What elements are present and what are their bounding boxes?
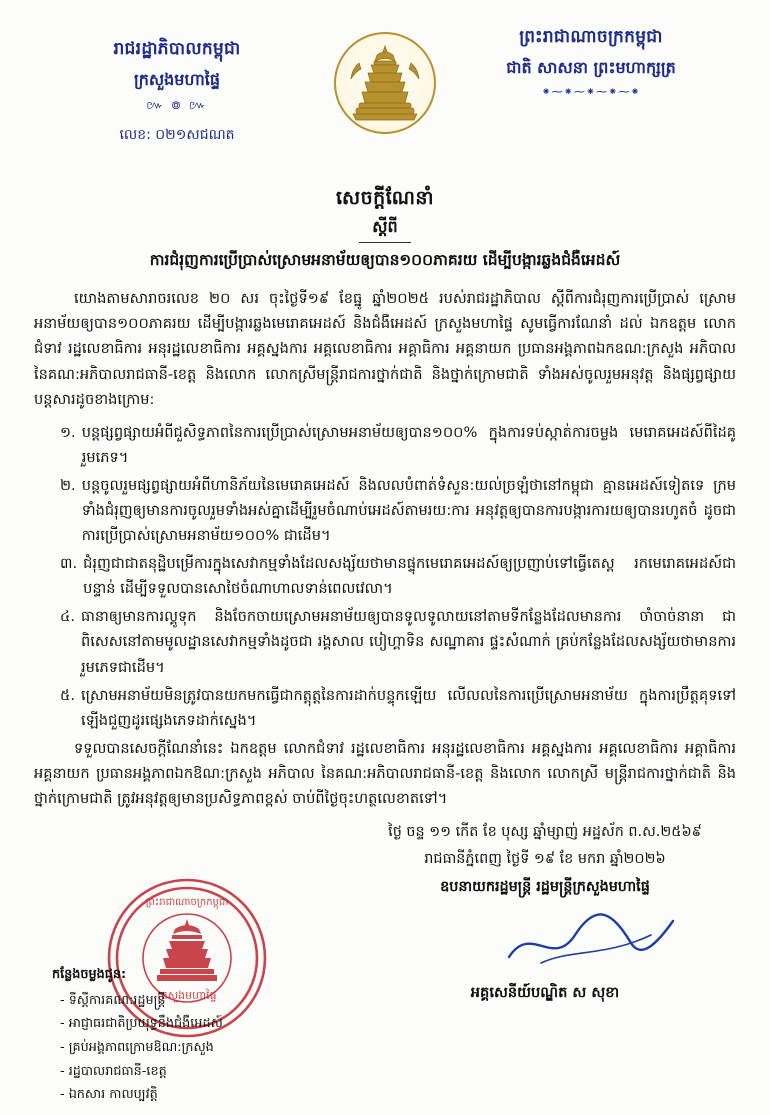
list-item — [34, 473, 736, 548]
decoration-left: ៚ ៙ ៚ — [146, 98, 208, 112]
list-item-text: ធានាឲ្យមានការល្គូទុក និងចែកចាយស្រោមអនាម័យឲ្យបានទូលទូលាយនៅតាមទីកន្លែងដែលមានការ ចាំចាច់នានា ជាពិសេសនៅតាមមូលដ្ឋានសេវាកម្មទាំងដូចជា រង្គសាល បៀហ្គាទិន សណ្ឋាគារ ផ្ទះសំណាក់ គ្រប់កន្លែងដែលសង្ស័យថាមានការរួមភេទជាដើម។ — [80, 608, 736, 676]
title-subheading: ស្ដីពី — [372, 217, 398, 236]
signatory-name: អគ្គសេនីយ៍បណ្ឌិត ស សុខា — [470, 984, 620, 1002]
list-item-number: ៤. — [60, 608, 75, 626]
list-item-number: ២. — [60, 476, 76, 494]
ministry-block — [52, 38, 302, 146]
ministry-name: ក្រសួងមហាផ្ទៃ — [133, 70, 220, 89]
document-header — [34, 18, 736, 170]
list-item: - ឯកសារ កាលប្បវត្តិ — [60, 1083, 352, 1107]
list-item — [34, 551, 736, 601]
signatory-role: ឧបនាយករដ្ឋមន្ត្រី រដ្ឋមន្ត្រីក្រសួងមហាផ្ទៃ — [440, 878, 650, 895]
list-item-number: ៣. — [60, 555, 78, 573]
list-item-text: បន្តចូលរួមផ្សព្វផ្សាយអំពីហានិភ័យនៃមេរោគអេដស៍ និងលលបំពាត់ទំសួន:យល់ច្រឡំថានៅកម្ពុជា គ្មានអេដស៍ទៀតទេ ក្រមទាំងជំរុញឲ្យមានការចូលរួមទាំងអស់គ្នាដើម្បីរួមចំណាប់អេដស៍តាមរយ:ការ អនុវត្តឲ្យបានការបង្ការការយឲ្យបានរហូតចំ ដូចជាការប្រើប្រាស់ស្រោមអនាម័យ១០០% ជាដើម។ — [81, 476, 736, 545]
instruction-list — [34, 420, 736, 733]
gregorian-date: រាជធានីភ្នំពេញ ថ្ងៃទី ១៩ ខែ មករា ឆ្នាំ២០២៦ — [424, 851, 666, 868]
kingdom-name: ព្រះរាជាណាចក្រកម្ពុជា — [519, 27, 663, 47]
closing-paragraph: ទទួលបានសេចក្ដីណែនាំនេះ ឯកឧត្ដម លោកជំទាវ រដ្ឋលេខាធិការ អនុរដ្ឋលេខាធិការ អគ្គស្នងការ អគ្គលេខាធិការ អគ្គាធិការ អគ្គនាយក ប្រធានអង្គភាពឯកឱណ:ក្រសួង អភិបាល នៃគណ:អភិបាលរាជធានី-ខេត្ត និងលោក លោកស្រី មន្ត្រីរាជការថ្នាក់ជាតិ និងថ្នាក់ក្រោមជាតិ ត្រូវអនុវត្តឲ្យមានប្រសិទ្ធភាពខ្ពស់ ចាប់ពីថ្ងៃចុះហត្ថលេខាតទៅ។ — [34, 739, 736, 808]
list-item: - ទីស្ដីការគណ:រដ្ឋមន្ត្រី — [60, 989, 352, 1013]
signature-block — [380, 819, 710, 1007]
document-subject: ការជំរុញការប្រើប្រាស់ស្រោមអនាម័យឲ្យបាន១០០ភាគរយ ដើម្បីបង្ការឆ្លងជំងឺអេដស៍ — [149, 251, 621, 269]
intro-paragraph: យោងតាមសារាចរលេខ ២០ សរ ចុះថ្ងៃទី១៩ ខែធ្នូ ឆ្នាំ២០២៥ របស់រាជរដ្ឋាភិបាល ស្ដីពីការជំរុញការប្រើប្រាស់ ស្រោមអនាម័យឲ្យបាន១០០ភាគរយ ដើម្បីបង្ការឆ្លងមេរោគអេដស៍ និងជំងឺអេដស៍ ក្រសួងមហាផ្ទៃ សូមធ្វើការណែនាំ ដល់ ឯកឧត្ដម លោកជំទាវ រដ្ឋលេខាធិការ អនុរដ្ឋលេខាធិការ អគ្គស្នងការ អគ្គលេខាធិការ អគ្គាធិការ អគ្គនាយក ប្រធានអង្គភាពឯកឧណ:ក្រសួង អភិបាល នៃគណ:អភិបាលរាជធានី-ខេត្ត និងលោក លោកស្រីមន្ត្រីរាជការថ្នាក់ជាតិ និងថ្នាក់ក្រោមជាតិ ទាំងអស់ចូលរួមអនុវត្ត និងផ្សព្វផ្សាយបន្តសារដូចខាងក្រោម: — [34, 290, 736, 408]
list-item — [34, 683, 736, 733]
cc-list-block — [52, 963, 352, 1107]
list-item-number: ១. — [60, 423, 76, 441]
document-number: លេខ: ០២១សជណត — [119, 127, 235, 143]
page-title: សេចក្ដីណែនាំ — [335, 187, 435, 209]
kingdom-block — [456, 26, 726, 98]
government-name: រាជរដ្ឋាភិបាលកម្ពុជា — [113, 39, 241, 59]
list-item: - រដ្ឋបាលរាជធានី-ខេត្ត — [60, 1060, 352, 1084]
document-body — [34, 286, 736, 811]
cc-list-title: កន្លែងចម្លងជូន: — [52, 966, 127, 982]
list-item-text: បន្តផ្សព្វផ្សាយអំពីជួសិទ្ធភាពនៃការប្រើប្រាស់ស្រោមអនាម័យឲ្យបាន១០០% ក្នុងការទប់ស្កាត់ការចម្លង មេរោគអេដស៍ពីដៃគូរួមភេទ។ — [81, 423, 736, 466]
title-divider — [359, 242, 411, 243]
khmer-date: ថ្ងៃ ចន្ទ ១១ កើត ខែ បុស្ស ឆ្នាំម្សាញ់ អដ្ឋស័ក ព.ស.២៥៦៩ — [388, 824, 702, 841]
list-item: - គ្រប់អង្គភាពក្រោមឱណ:ក្រសួង — [60, 1036, 352, 1060]
royal-emblem-icon — [334, 32, 436, 134]
national-motto: ជាតិ សាសនា ព្រះមហាក្សត្រ — [506, 58, 676, 77]
list-item — [34, 604, 736, 679]
list-item — [34, 420, 736, 470]
cc-list — [52, 989, 352, 1107]
title-block — [34, 186, 736, 272]
list-item: - អាជ្ញាធរជាតិប្រយុទ្ធនឹងជំងឺអេដស៍ — [60, 1012, 352, 1036]
list-item-text: ស្រោមអនាម័យមិនត្រូវបានយកមកធ្វើជាកត្តុត្តនៃការដាក់បន្ទុកឡើយ លើលលនៃការប្រើស្រោមអនាម័យ ក្នុងការប្រឹត្តគុទទៅឡើងជួញដូរផ្សេងភេទដាក់ស្នេង។ — [80, 686, 736, 729]
list-item-text: ជំរុញជាជាតនុដ្ឋិបម្រើការក្នុងសេវាកម្មទាំងដែលសង្ស័យថាមានផ្ទុកមេរោគអេដស៍ឲ្យប្រញាប់ទៅធ្វើតេស្ត រកមេរោគអេដស៍ជាបន្ទាន់ ដើម្បីទទួលបានសោថៃចំណាហាលទាន់ពេលវេលា។ — [83, 555, 736, 598]
svg-text:ព្រះរាជាណាចក្រកម្ពុជា: ព្រះរាជាណាចក្រកម្ពុជា — [145, 897, 229, 909]
decoration-right: ⁕⁓⁕⁓⁕⁓⁕⁓⁕ — [541, 85, 641, 98]
svg-text:ក្រសួងមហាផ្ទៃ: ក្រសួងមហាផ្ទៃ — [157, 989, 217, 1003]
list-item-number: ៥. — [60, 686, 75, 704]
